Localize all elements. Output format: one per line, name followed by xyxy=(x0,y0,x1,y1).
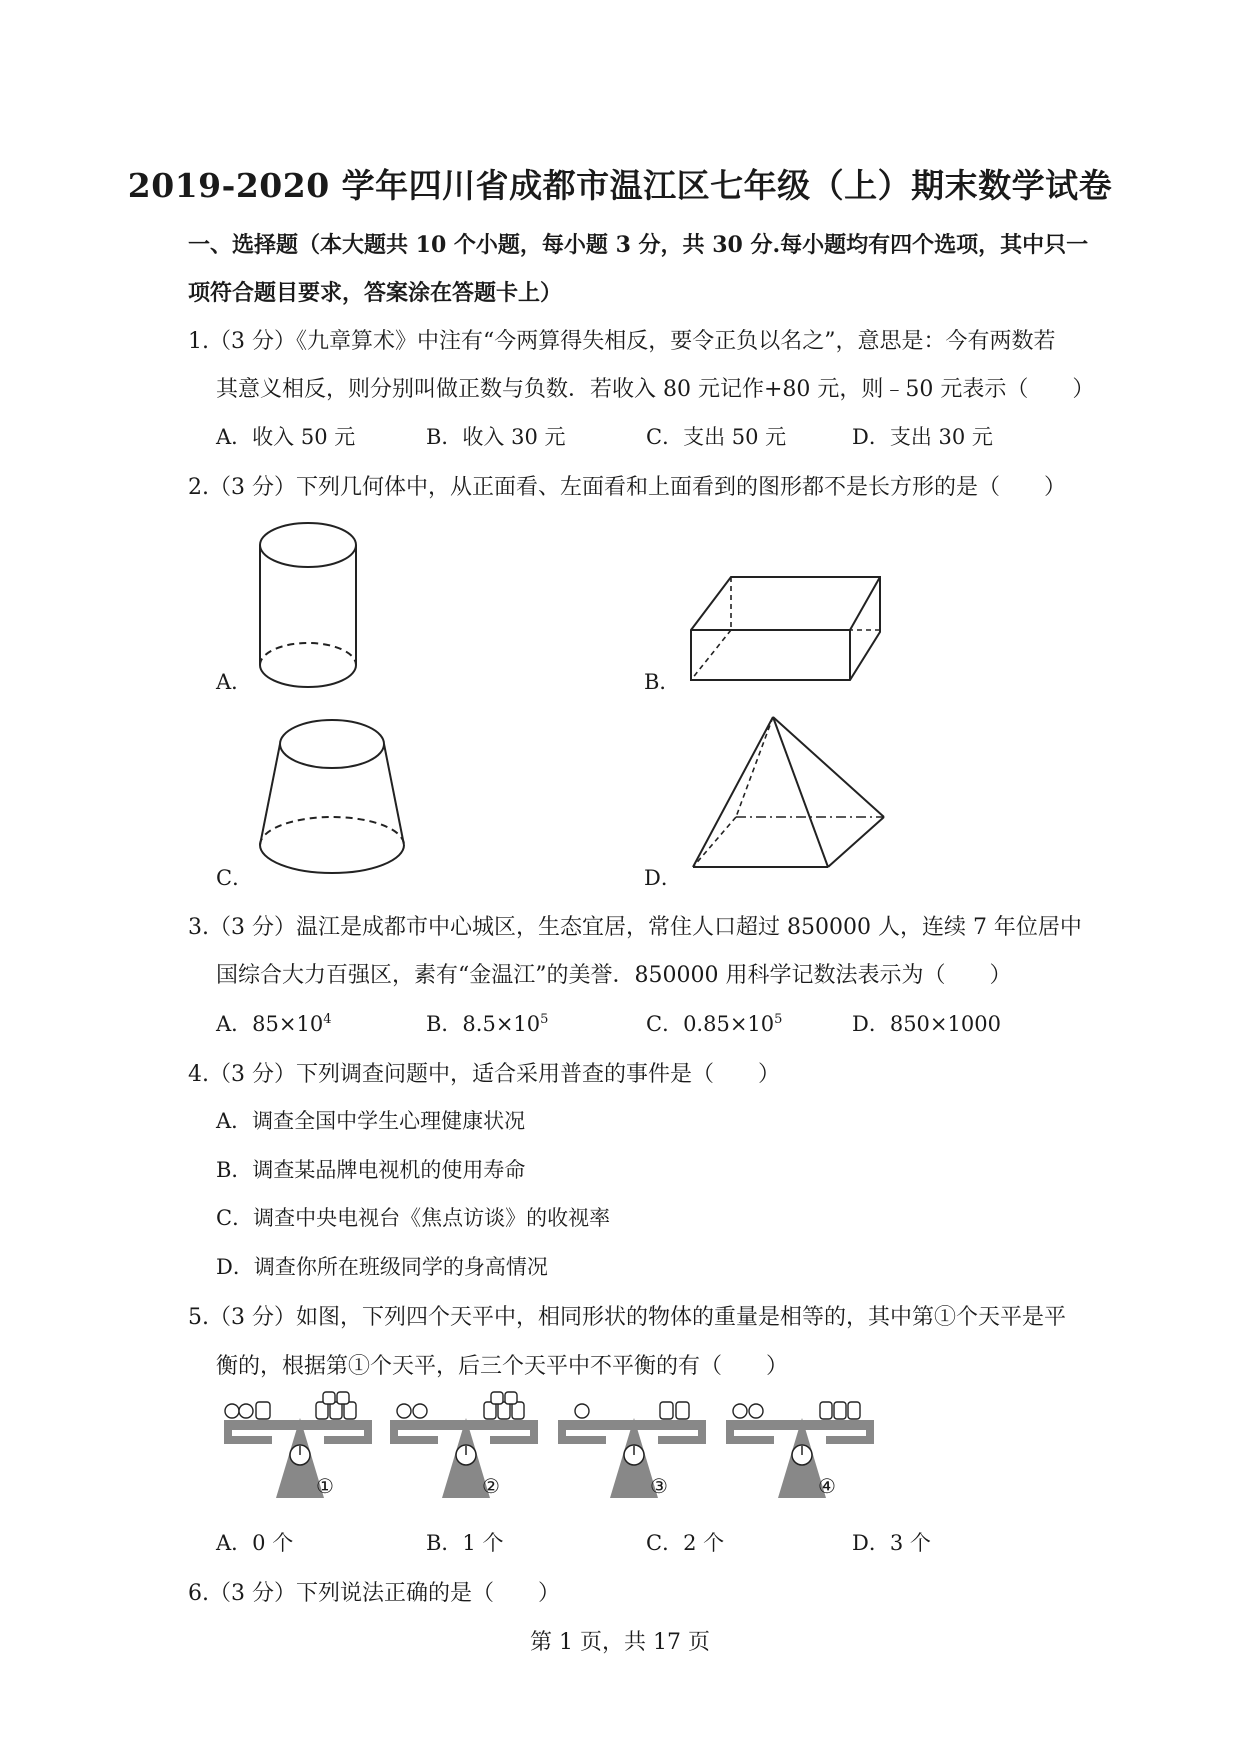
scale-3-label: ③ xyxy=(650,1474,668,1498)
q5-option-d[interactable]: D．3 个 xyxy=(852,1531,931,1555)
balance-scale-2 xyxy=(384,1398,544,1503)
cylinder-icon xyxy=(250,515,370,690)
q4-option-a[interactable]: A．调查全国中学生心理健康状况 xyxy=(216,1109,526,1133)
q2-option-d[interactable]: D． xyxy=(644,866,682,890)
section-heading-line2: 项符合题目要求，答案涂在答题卡上） xyxy=(188,280,563,306)
question-6-line1: 6.（3 分）下列说法正确的是（ ） xyxy=(188,1581,560,1606)
q1-option-d[interactable]: D．支出 30 元 xyxy=(852,425,993,449)
question-1-line2: 其意义相反，则分别叫做正数与负数．若收入 80 元记作+80 元，则﹣50 元表示（ ） xyxy=(216,377,1095,402)
q3-option-d[interactable]: D．850×1000 xyxy=(852,1012,1001,1036)
balance-scale-1 xyxy=(218,1398,378,1503)
q3-option-c[interactable]: C．$0.85\times 10^5$ xyxy=(646,1012,783,1036)
balance-scale-3 xyxy=(552,1398,712,1503)
q5-option-a[interactable]: A．0 个 xyxy=(216,1531,294,1555)
q3-option-a[interactable]: A．$85\times 10^4$ xyxy=(216,1012,332,1036)
frustum-icon xyxy=(252,712,412,882)
question-5-line1: 5.（3 分）如图，下列四个天平中，相同形状的物体的重量是相等的，其中第①个天平是平 xyxy=(188,1305,1066,1330)
q4-option-b[interactable]: B．调查某品牌电视机的使用寿命 xyxy=(216,1158,526,1182)
q2-option-b[interactable]: B． xyxy=(644,670,681,694)
scale-1-label: ① xyxy=(316,1474,334,1498)
question-5-line2: 衡的，根据第①个天平，后三个天平中不平衡的有（ ） xyxy=(216,1354,789,1379)
q5-option-c[interactable]: C．2 个 xyxy=(646,1531,725,1555)
page-footer: 第 1 页，共 17 页 xyxy=(530,1630,710,1655)
page-title: 2019-2020 学年四川省成都市温江区七年级（上）期末数学试卷 xyxy=(127,166,1113,205)
q4-option-d[interactable]: D．调查你所在班级同学的身高情况 xyxy=(216,1255,548,1279)
q5-option-b[interactable]: B．1 个 xyxy=(426,1531,504,1555)
section-heading-line1: 一、选择题（本大题共 10 个小题，每小题 3 分，共 30 分.每小题均有四个选项，其中只一 xyxy=(188,232,1089,258)
scale-4-label: ④ xyxy=(818,1474,836,1498)
question-3-line2: 国综合大力百强区，素有“金温江”的美誉．850000 用科学记数法表示为（ ） xyxy=(216,963,1012,988)
question-4-line1: 4.（3 分）下列调查问题中，适合采用普查的事件是（ ） xyxy=(188,1062,780,1087)
question-2-line1: 2.（3 分）下列几何体中，从正面看、左面看和上面看到的图形都不是长方形的是（ ） xyxy=(188,475,1066,500)
q2-option-a[interactable]: A． xyxy=(216,670,253,694)
question-1-line1: 1.（3 分）《九章算术》中注有“今两算得失相反，要令正负以名之”，意思是：今有两数若 xyxy=(188,329,1056,354)
q4-option-c[interactable]: C．调查中央电视台《焦点访谈》的收视率 xyxy=(216,1206,611,1230)
question-3-line1: 3.（3 分）温江是成都市中心城区，生态宜居，常住人口超过 850000 人，连续 7 年位居中 xyxy=(188,915,1082,940)
q1-option-c[interactable]: C．支出 50 元 xyxy=(646,425,787,449)
q1-option-a[interactable]: A．收入 50 元 xyxy=(216,425,356,449)
cuboid-icon xyxy=(688,572,888,687)
pyramid-icon xyxy=(688,712,888,872)
balance-scale-4 xyxy=(720,1398,880,1503)
q2-option-c[interactable]: C． xyxy=(216,866,254,890)
scale-2-label: ② xyxy=(482,1474,500,1498)
q1-option-b[interactable]: B．收入 30 元 xyxy=(426,425,566,449)
q3-option-b[interactable]: B．$8.5\times 10^5$ xyxy=(426,1012,549,1036)
